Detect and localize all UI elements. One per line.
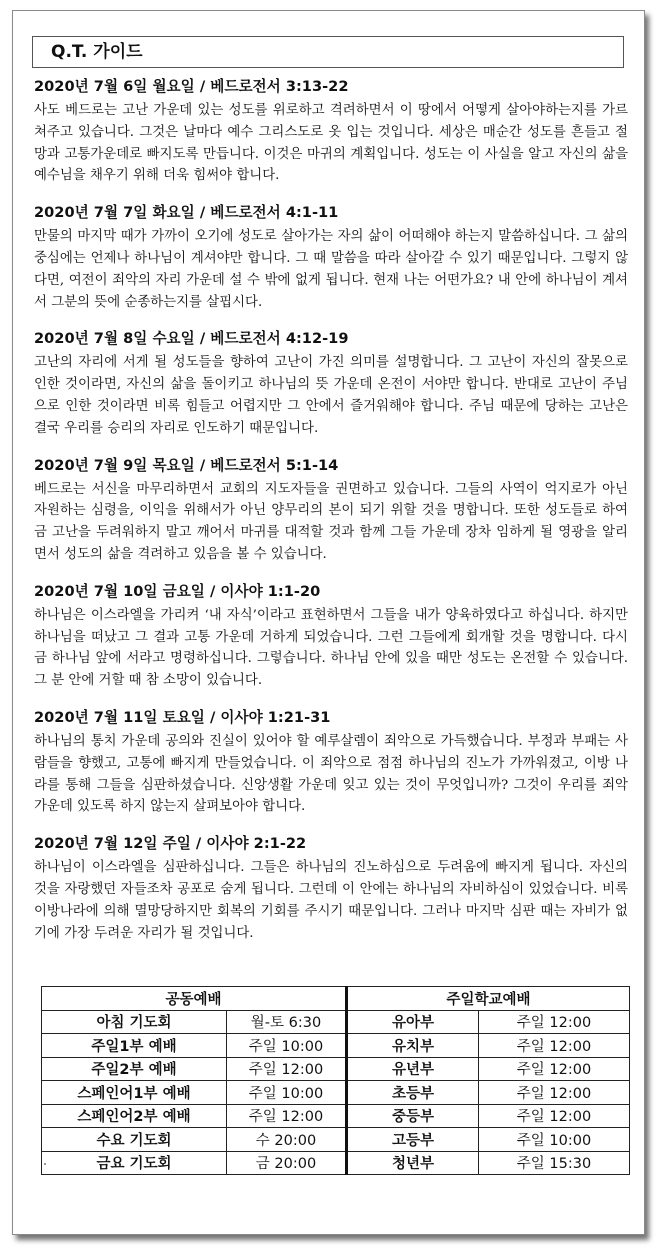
entry-heading: 2020년 7월 8일 수요일 / 베드로전서 4:12-19 (34, 330, 349, 348)
department-time: 주일 12:00 (479, 1010, 630, 1034)
stray-mark (44, 1163, 46, 1165)
schedule-row (42, 1010, 630, 1034)
service-time: 주일 12:00 (227, 1057, 347, 1081)
department-time: 주일 10:00 (479, 1128, 630, 1152)
service-name: 주일2부 예배 (42, 1057, 227, 1081)
page-title: Q.T. 가이드 (32, 36, 624, 68)
service-name: 금요 기도회 (42, 1151, 227, 1175)
department-name: 유아부 (347, 1010, 479, 1034)
schedule-row (42, 1151, 630, 1175)
schedule-header-row (42, 987, 630, 1011)
sunday-school-header: 주일학교예배 (347, 987, 630, 1011)
service-time: 월-토 6:30 (227, 1010, 347, 1034)
entry-body: 사도 베드로는 고난 가운데 있는 성도를 위로하고 격려하면서 이 땅에서 어떻게 살아야하는지를 가르쳐주고 있습니다. 그것은 날마다 예수 그리스도로 옷 입는 것입니다. 세상은 매순간 성도를 흔들고 절망과 고통가운데로 빠지도록 만듭니다. 이것은 마귀의 계획입니다. 성도는 이 사실을 알고 자신의 삶을 예수님을 채우기 위해 더욱 힘써야 합니다. (34, 103, 628, 184)
qt-entry (34, 582, 628, 692)
entry-body: 하나님은 이스라엘을 가리켜 ‘내 자식’이라고 표현하면서 그들을 내가 양육하였다고 하십니다. 하지만 하나님을 떠났고 그 결과 고통 가운데 거하게 되었습니다. 그런 그들에게 회개할 것을 명합니다. 다시금 하나님 앞에 서라고 명령하십니다. 그렇습니다. 하나님 안에 있을 때만 성도는 온전할 수 있습니다. 그 분 안에 거할 때 참 소망이 있습니다. (34, 607, 628, 689)
qt-entry (34, 203, 628, 313)
department-name: 청년부 (347, 1151, 479, 1175)
qt-entries (34, 77, 628, 960)
service-name: 스페인어2부 예배 (42, 1104, 227, 1128)
department-name: 중등부 (347, 1104, 479, 1128)
service-name: 주일1부 예배 (42, 1034, 227, 1058)
qt-entry (34, 77, 628, 187)
department-time: 주일 12:00 (479, 1081, 630, 1105)
department-time: 주일 15:30 (479, 1151, 630, 1175)
department-time: 주일 12:00 (479, 1104, 630, 1128)
entry-heading: 2020년 7월 7일 화요일 / 베드로전서 4:1-11 (34, 204, 339, 222)
schedule-row (42, 1057, 630, 1081)
qt-entry (34, 708, 628, 818)
worship-header: 공동예배 (42, 987, 347, 1011)
schedule-row (42, 1128, 630, 1152)
entry-body: 베드로는 서신을 마무리하면서 교회의 지도자들을 권면하고 있습니다. 그들의 사역이 억지로가 아닌 자원하는 심령을, 이익을 위해서가 아닌 양무리의 본이 되기 위할 것을 명합니다. 또한 성도들로 하여금 고난을 두려워하지 말고 깨어서 마귀를 대적할 것과 함께 그들 가운데 장차 임하게 될 영광을 알리면서 성도의 삶을 격려하고 있음을 볼 수 있습니다. (34, 481, 628, 562)
service-schedule-table (41, 986, 630, 1175)
service-name: 아침 기도회 (42, 1010, 227, 1034)
entry-body: 고난의 자리에 서게 될 성도들을 향하여 고난이 가진 의미를 설명합니다. 그 고난이 자신의 잘못으로 인한 것이라면, 자신의 삶을 돌이키고 하나님의 뜻 가운데 온전이 서야만 합니다. 반대로 고난이 주님으로 인한 것이라면 비록 힘들고 어렵지만 그 안에서 즐거워해야 합니다. 주님 때문에 당하는 고난은 결국 우리를 승리의 자리로 인도하기 때문입니다. (34, 355, 628, 436)
qt-entry (34, 834, 628, 944)
service-time: 금 20:00 (227, 1151, 347, 1175)
entry-body: 하나님의 통치 가운데 공의와 진실이 있어야 할 예루살렘이 죄악으로 가득했습니다. 부정과 부패는 사람들을 향했고, 고통에 빠지게 만들었습니다. 이 죄악으로 점점 하나님의 진노가 가까워졌고, 이방 나라를 통해 그들을 심판하셨습니다. 신앙생활 가운데 잊고 있는 것이 무엇입니까? 그것이 우리를 죄악 가운데 있도록 하지 않는지 살펴보아야 합니다. (34, 733, 628, 815)
bulletin-page (12, 10, 645, 1235)
entry-heading: 2020년 7월 6일 월요일 / 베드로전서 3:13-22 (34, 78, 349, 95)
schedule-row (42, 1034, 630, 1058)
entry-heading: 2020년 7월 9일 목요일 / 베드로전서 5:1-14 (34, 456, 339, 474)
department-name: 유년부 (347, 1057, 479, 1081)
department-time: 주일 12:00 (479, 1034, 630, 1058)
department-name: 고등부 (347, 1128, 479, 1152)
entry-body: 하나님이 이스라엘을 심판하십니다. 그들은 하나님의 진노하심으로 두려움에 빠지게 됩니다. 자신의 것을 자랑했던 자들조차 공포로 숨게 됩니다. 그런데 이 안에는 하나님의 자비하심이 있었습니다. 비록 이방나라에 의해 멸망당하지만 회복의 기회를 주시기 때문입니다. 그러나 마지막 심판 때는 자비가 없기에 가장 두려운 자리가 될 것입니다. (34, 860, 628, 941)
department-name: 초등부 (347, 1081, 479, 1105)
service-time: 주일 10:00 (227, 1081, 347, 1105)
service-time: 수 20:00 (227, 1128, 347, 1152)
qt-entry (34, 329, 628, 439)
department-time: 주일 12:00 (479, 1057, 630, 1081)
service-time: 주일 12:00 (227, 1104, 347, 1128)
entry-heading: 2020년 7월 12일 주일 / 이사야 2:1-22 (34, 835, 307, 853)
service-name: 수요 기도회 (42, 1128, 227, 1152)
service-time: 주일 10:00 (227, 1034, 347, 1058)
entry-heading: 2020년 7월 10일 금요일 / 이사야 1:1-20 (34, 582, 321, 600)
department-name: 유치부 (347, 1034, 479, 1058)
qt-entry (34, 456, 628, 566)
entry-heading: 2020년 7월 11일 토요일 / 이사야 1:21-31 (34, 708, 331, 726)
service-name: 스페인어1부 예배 (42, 1081, 227, 1105)
entry-body: 만물의 마지막 때가 가까이 오기에 성도로 살아가는 자의 삶이 어떠해야 하는지 말씀하십니다. 그 삶의 중심에는 언제나 하나님이 계셔야만 합니다. 그 때 말씀을 따라 살아갈 수 있기 때문입니다. 그렇지 않다면, 여전이 죄악의 자리 가운데 설 수 밖에 없게 됩니다. 현재 나는 어떤가요? 내 안에 하나님이 계셔서 그분의 뜻에 순종하는지를 살핍시다. (34, 229, 628, 310)
schedule-row (42, 1104, 630, 1128)
schedule-row (42, 1081, 630, 1105)
